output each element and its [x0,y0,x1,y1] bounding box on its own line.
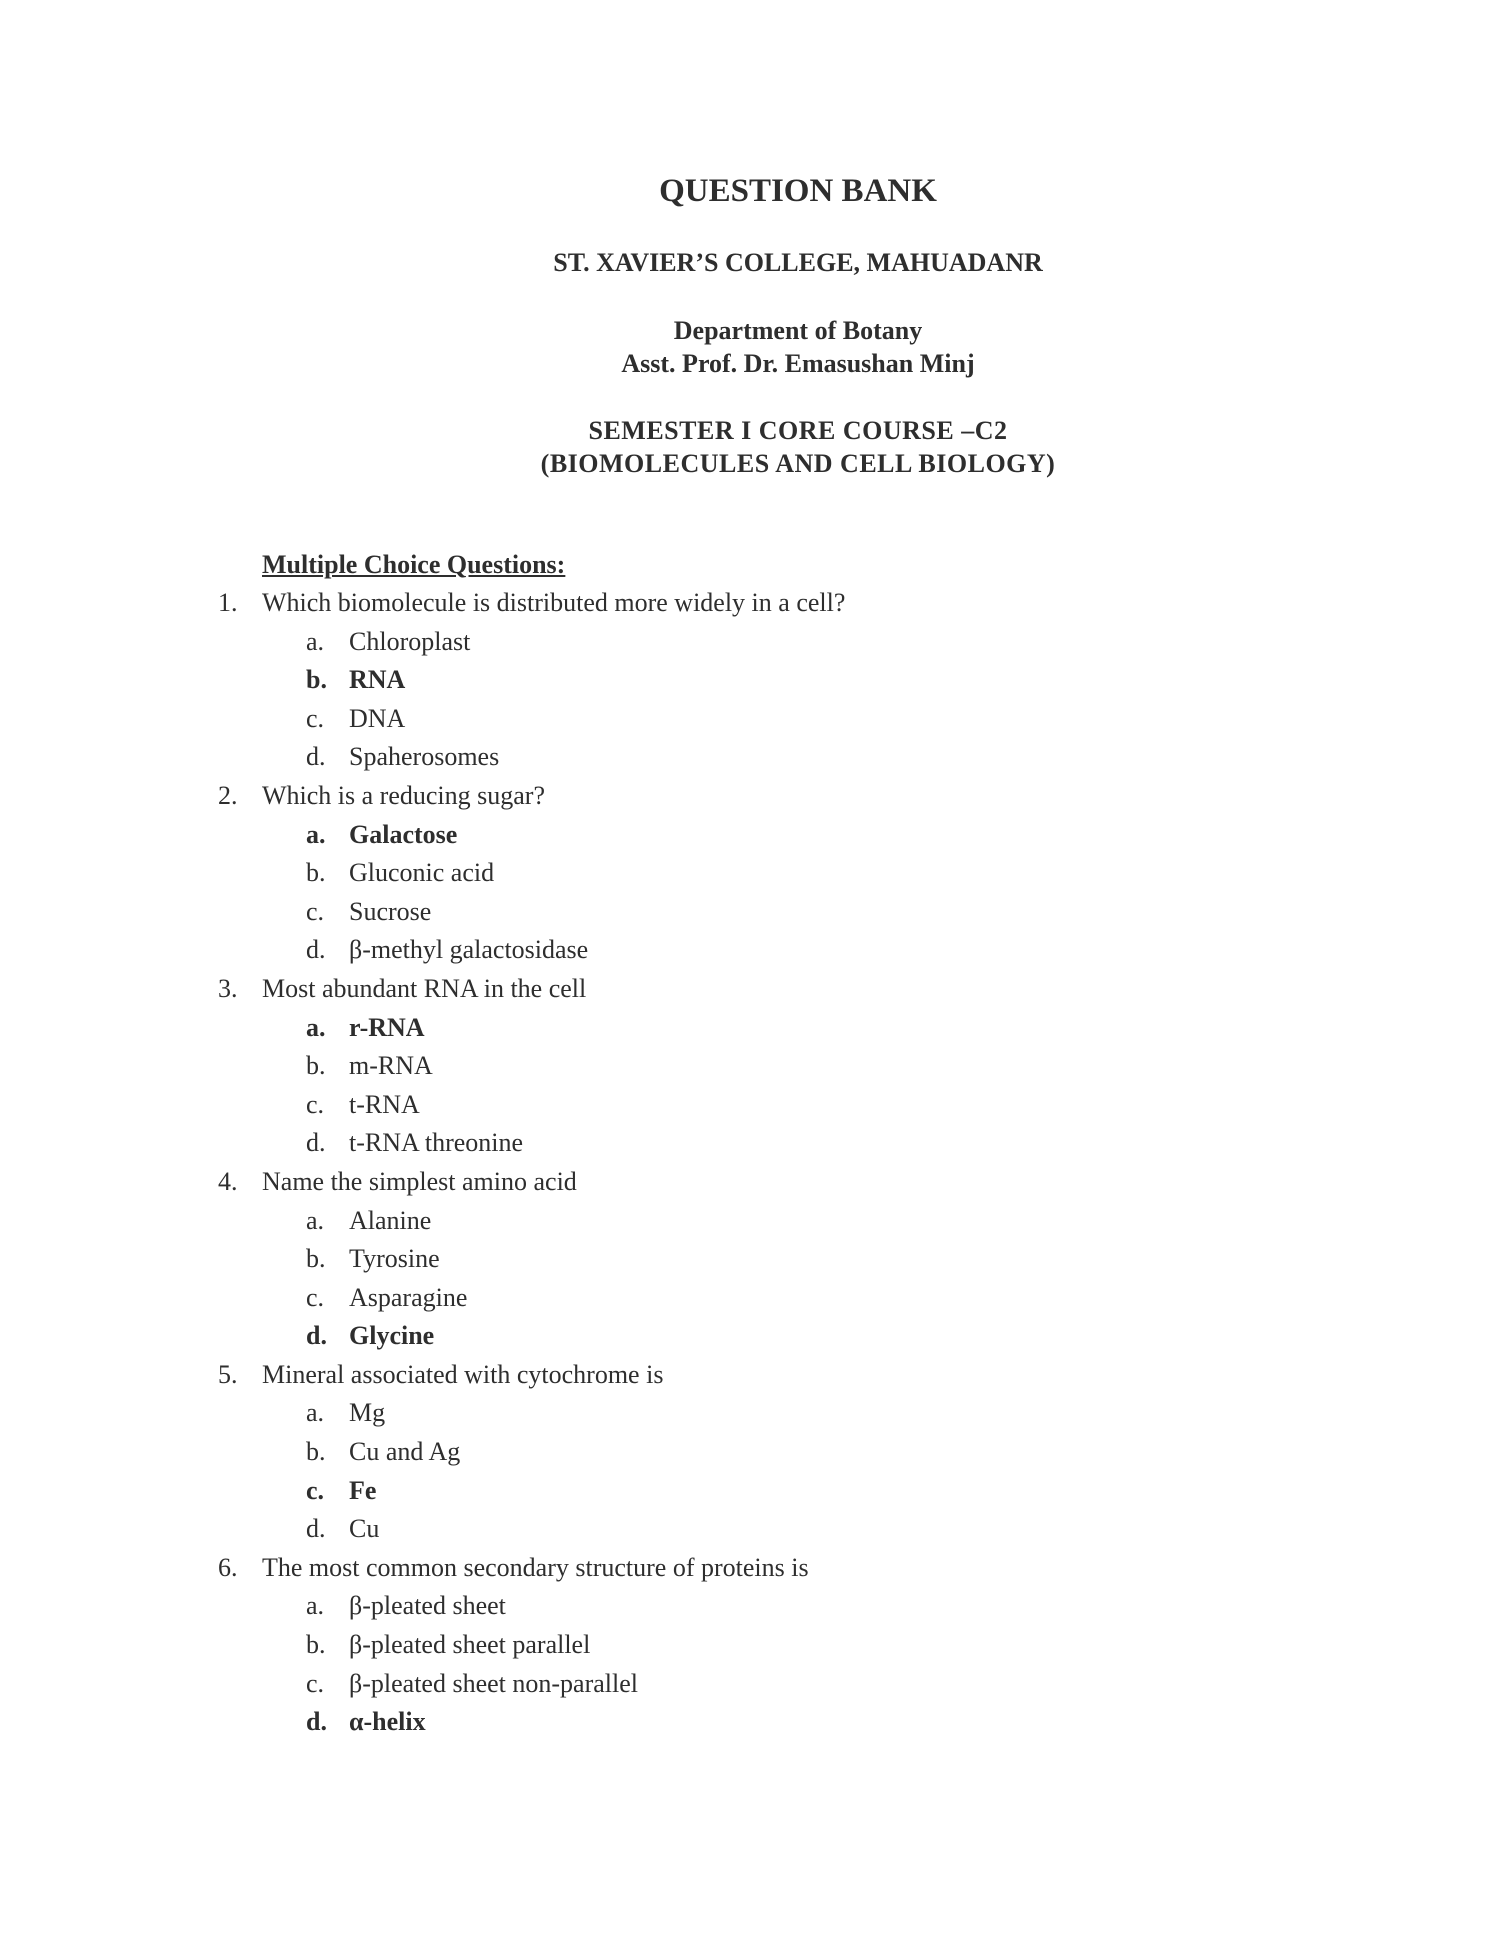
faculty-name: Asst. Prof. Dr. Emasushan Minj [621,349,975,378]
semester-line: SEMESTER I CORE COURSE –C2 [588,416,1008,445]
question-text: Which is a reducing sugar? [262,780,546,810]
question-number: 3. [218,973,238,1003]
option [0,1587,1500,1626]
question [0,970,1500,1009]
question-text: Mineral associated with cytochrome is [262,1359,664,1389]
option [0,931,1500,970]
option [0,623,1500,662]
option-text: Mg [349,1398,386,1428]
course-block [300,414,1296,480]
option [0,738,1500,777]
question [0,1549,1500,1588]
option [0,1086,1500,1125]
question-number: 5. [218,1359,238,1389]
section-heading: Multiple Choice Questions: [262,550,566,579]
option [0,1279,1500,1318]
option-letter: d. [306,1514,326,1544]
option-correct-answer [0,1317,1500,1356]
option-correct-answer [0,816,1500,855]
option-letter: c. [306,896,325,926]
question-number: 4. [218,1166,238,1196]
option-text: Asparagine [349,1282,468,1312]
option [0,1202,1500,1241]
option-letter: a. [306,1012,326,1042]
option [0,893,1500,932]
option-letter: d. [306,1128,326,1158]
option-text: DNA [349,703,406,733]
option-letter: c. [306,1668,325,1698]
option-letter: b. [306,1244,326,1274]
option-letter: c. [306,1475,325,1505]
option-letter: d. [306,742,326,772]
question [0,1163,1500,1202]
option-text: t-RNA threonine [349,1128,524,1158]
question-number: 2. [218,780,238,810]
option-text: Sucrose [349,896,432,926]
option-letter: c. [306,703,325,733]
option-letter: a. [306,626,325,656]
college-name: ST. XAVIER’S COLLEGE, MAHUADANR [553,248,1043,277]
option-text: Cu [349,1514,380,1544]
question [0,584,1500,623]
option-text: Glycine [349,1321,435,1351]
option [0,1626,1500,1665]
option-letter: a. [306,1591,325,1621]
option-text: β-pleated sheet parallel [349,1630,591,1660]
question-number: 1. [218,588,238,617]
option [0,1394,1500,1433]
option-letter: a. [306,1398,325,1428]
option-correct-answer [0,1009,1500,1048]
option [0,1047,1500,1086]
option-letter: b. [306,1051,326,1081]
option-letter: b. [306,665,327,695]
option-text: Chloroplast [349,626,471,656]
question [0,1356,1500,1395]
question-text: Most abundant RNA in the cell [262,973,587,1003]
option-text: β-pleated sheet [349,1591,506,1621]
option [0,1124,1500,1163]
option-letter: b. [306,1630,326,1660]
question-number: 6. [218,1552,238,1582]
option-letter: d. [306,1321,327,1351]
option [0,700,1500,739]
option-letter: a. [306,819,326,849]
option-text: Tyrosine [349,1244,440,1274]
question-text: Name the simplest amino acid [262,1166,577,1196]
option-text: Cu and Ag [349,1437,461,1467]
option-text: Gluconic acid [349,858,495,888]
option-text: Fe [349,1475,377,1505]
option-letter: d. [306,935,326,965]
document-title: QUESTION BANK [659,173,937,209]
course-title: (BIOMOLECULES AND CELL BIOLOGY) [540,449,1056,478]
option-letter: a. [306,1205,325,1235]
option-text: Galactose [349,819,458,849]
option-letter: c. [306,1089,325,1119]
option-text: β-pleated sheet non-parallel [349,1668,638,1698]
option [0,1240,1500,1279]
option-text: t-RNA [349,1089,420,1119]
option [0,854,1500,893]
question-text: Which biomolecule is distributed more widely in a cell? [262,588,846,617]
option-text: Alanine [349,1205,432,1235]
option-text: r-RNA [349,1012,425,1042]
option-correct-answer [0,1703,1500,1742]
option-text: β-methyl galactosidase [349,935,589,965]
department-block [300,314,1296,380]
department-name: Department of Botany [673,316,923,345]
option-correct-answer [0,661,1500,700]
option-text: Spaherosomes [349,742,500,772]
question [0,777,1500,816]
option-letter: c. [306,1282,325,1312]
option-letter: d. [306,1707,327,1737]
option-correct-answer [0,1472,1500,1511]
option [0,1433,1500,1472]
option-text: α-helix [349,1707,426,1737]
question-list [0,584,1500,1742]
option [0,1665,1500,1704]
option-text: m-RNA [349,1051,433,1081]
option [0,1510,1500,1549]
option-letter: b. [306,1437,326,1467]
option-text: RNA [349,665,406,695]
option-letter: b. [306,858,326,888]
question-text: The most common secondary structure of proteins is [262,1552,809,1582]
